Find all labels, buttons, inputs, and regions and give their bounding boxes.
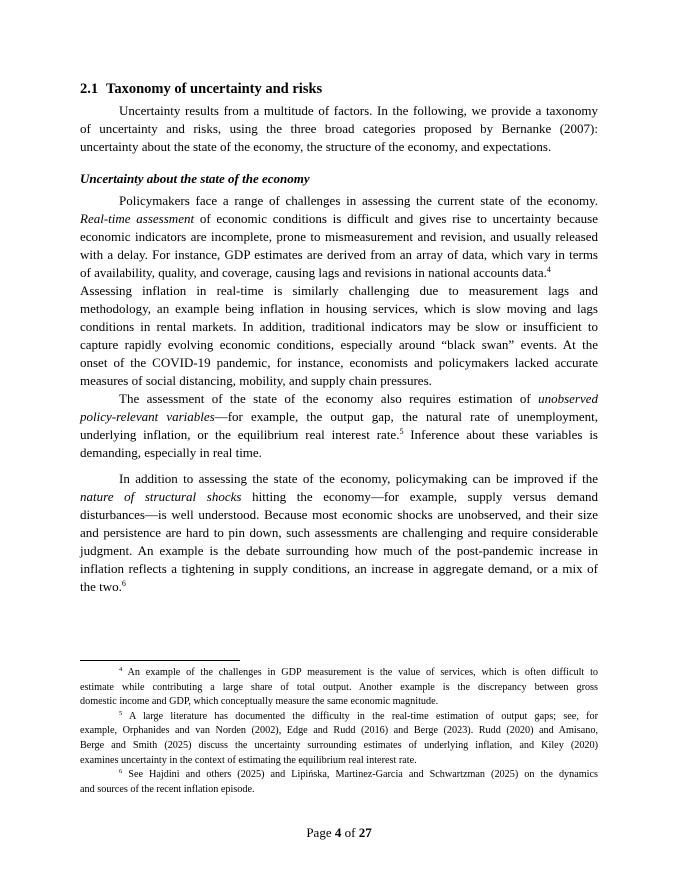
text-line: economic indicators are incomplete, prone to mismeasurement and revision, and usually released bbox=[80, 229, 598, 244]
section-number: 2.1 bbox=[80, 81, 99, 97]
text-line: capture rapidly evolving economic conditions, especially around “black swan” events. At the bbox=[80, 337, 598, 352]
subheading: Uncertainty about the state of the economy bbox=[80, 171, 310, 186]
text-line: the two.$^6$ bbox=[80, 579, 126, 594]
emphasis-policy-relevant-variables: policy-relevant variables bbox=[80, 409, 215, 424]
footnote-ref-4[interactable]: 4 bbox=[546, 265, 551, 274]
text-line: nature of structural shocks hitting the economy—for example, supply versus demand bbox=[80, 489, 598, 504]
paragraph-unobserved-variables bbox=[80, 390, 598, 462]
text-line: underlying inflation, or the equilibrium real interest rate.$^5$ Inference about these variables is bbox=[80, 427, 598, 442]
text-line: inflation reflects a tightening in supply conditions, an increase in aggregate demand, or a mix of bbox=[80, 561, 598, 576]
emphasis-unobserved: unobserved bbox=[538, 391, 598, 406]
text-line: Assessing inflation in real-time is similarly challenging due to measurement lags and bbox=[80, 283, 598, 298]
text-line: measures of social distancing, mobility, and supply chain pressures. bbox=[80, 373, 432, 388]
footnote-separator bbox=[80, 660, 240, 661]
paragraph-structural-shocks bbox=[80, 470, 598, 596]
text-line: methodology, an example being inflation in housing services, which is slow moving and lags bbox=[80, 301, 598, 316]
footnote-6 bbox=[80, 768, 598, 797]
text-line: Policymakers face a range of challenges in assessing the current state of the economy. bbox=[119, 193, 598, 208]
text-line: and persistence are hard to pin down, such assessments are challenging and require considerable bbox=[80, 525, 598, 540]
footnote-line: Berge and Smith (2025) discuss the uncertainty surrounding estimates of underlying inflation, and Kiley (2020) bbox=[80, 739, 598, 751]
footnote-line: example, Orphanides and van Norden (2002), Edge and Rudd (2016) and Berge (2023). Rudd (2020) and Amisano, bbox=[80, 725, 598, 737]
text-line: Real-time assessment of economic conditions is difficult and gives rise to uncertainty because bbox=[80, 211, 599, 226]
footnote-line: examines uncertainty in the context of estimating the equilibrium real interest rate. bbox=[80, 754, 417, 766]
footnote-line: $^6$ See Hajdini and others (2025) and Lipińska, Martinez-Garcia and Schwartzman (2025) on the dynamics bbox=[119, 768, 598, 781]
text-line: The assessment of the state of the economy also requires estimation of unobserved bbox=[119, 391, 598, 406]
footnote-line: estimate while contributing a large share of total output. Another example is the discrepancy between gross bbox=[80, 681, 598, 693]
emphasis-real-time-assessment: Real-time assessment bbox=[80, 211, 195, 226]
paragraph-state-of-economy bbox=[80, 192, 598, 390]
text-line: judgment. An example is the debate surrounding how much of the post-pandemic increase in bbox=[80, 543, 598, 558]
page-number: Page 4 of 27 bbox=[306, 825, 372, 840]
footnote-ref-6[interactable]: 6 bbox=[121, 579, 126, 588]
text-line: uncertainty about the state of the economy, the structure of the economy, and expectations. bbox=[80, 139, 552, 154]
text-line: with a delay. For instance, GDP estimates are derived from an array of data, which vary in terms bbox=[80, 247, 598, 262]
text-line: policy-relevant variables—for example, the output gap, the natural rate of unemployment, bbox=[80, 409, 598, 424]
footnote-line: domestic income and GDP, which conceptually measure the same economic magnitude. bbox=[80, 696, 439, 708]
text-line: Uncertainty results from a multitude of factors. In the following, we provide a taxonomy bbox=[119, 103, 598, 118]
footnote-line: and sources of the recent inflation episode. bbox=[80, 783, 255, 795]
section-heading bbox=[80, 80, 600, 98]
current-page: 4 bbox=[334, 825, 342, 840]
footnote-4 bbox=[80, 666, 598, 710]
text-line: conditions in rental markets. In addition, traditional indicators may be slow or insufficient to bbox=[80, 319, 598, 334]
total-pages: 27 bbox=[358, 825, 372, 840]
section-title: Taxonomy of uncertainty and risks bbox=[106, 81, 323, 97]
text-line: demanding, especially in real time. bbox=[80, 445, 262, 460]
footnote-5 bbox=[80, 710, 598, 768]
text-line: of uncertainty and risks, using the three broad categories proposed by Bernanke (2007): bbox=[80, 121, 598, 136]
text-line: disturbances—is well understood. Because most economic shocks are unobserved, and their size bbox=[80, 507, 598, 522]
footnote-ref-5[interactable]: 5 bbox=[399, 427, 404, 436]
footnote-line: $^4$ An example of the challenges in GDP measurement is the value of services, which is often difficult to bbox=[119, 666, 598, 678]
text-line: onset of the COVID-19 pandemic, for instance, economists and policymakers lacked accurate bbox=[80, 355, 598, 370]
footnote-line: $^5$ A large literature has documented the difficulty in the real-time estimation of output gaps; see, for bbox=[119, 709, 598, 722]
intro-paragraph bbox=[80, 102, 598, 156]
text-line: of availability, quality, and coverage, causing lags and revisions in national accounts data.$^4$ bbox=[80, 265, 551, 280]
emphasis-nature-of-structural-shocks: nature of structural shocks bbox=[80, 489, 242, 504]
footnotes bbox=[80, 666, 598, 797]
text-line: In addition to assessing the state of the economy, policymaking can be improved if the bbox=[119, 471, 598, 486]
